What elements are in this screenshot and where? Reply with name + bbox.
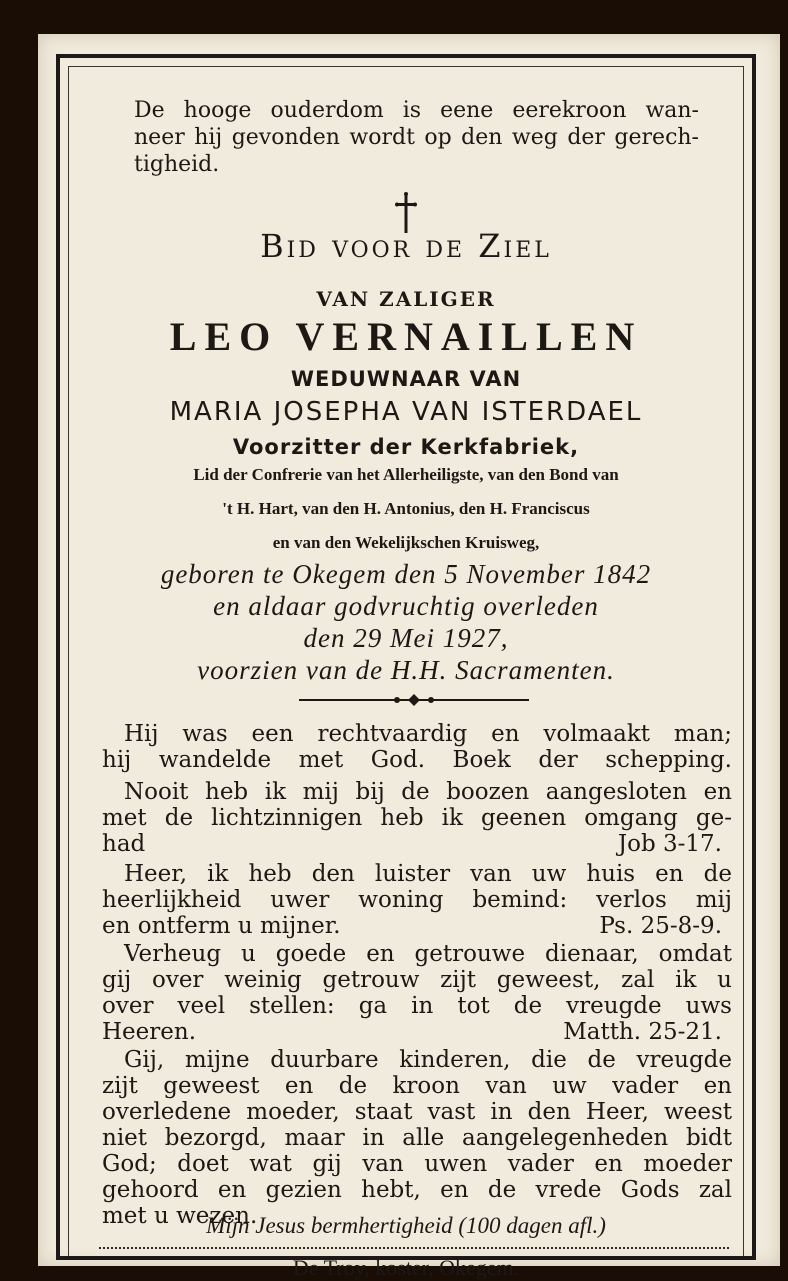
quote-line: had <box>102 831 146 857</box>
quote-line: met de lichtzinnigen heb ik geenen omgang ge- <box>102 805 732 831</box>
quote-line: Hij was een rechtvaardig en volmaakt man; <box>124 721 732 747</box>
quote-4 <box>102 941 732 1045</box>
heading-van-zaliger: VAN ZALIGER <box>316 287 496 311</box>
quote-line: Gij, mijne duurbare kinderen, die de vreugde <box>124 1047 732 1073</box>
quote-reference: Matth. 25-21. <box>563 1019 722 1045</box>
membership-line: Lid der Confrerie van het Allerheiligste, van den Bond van <box>193 465 619 484</box>
printer-credit: De Troy, koster, Okegem. <box>292 1255 520 1280</box>
memorial-card <box>38 34 780 1280</box>
quote-line: gij over weinig getrouw zijt geweest, zal ik u <box>102 967 732 993</box>
ornamental-rule <box>299 693 529 707</box>
dotted-divider <box>99 1247 729 1249</box>
motto-line: De hooge ouderdom is eene eerekroon wan- <box>134 98 699 123</box>
quote-last-line <box>102 1019 732 1045</box>
membership-line: en van den Wekelijkschen Kruisweg, <box>272 533 540 552</box>
quote-line: gehoord en gezien hebt, en de vrede Gods zal <box>102 1177 732 1203</box>
heading-bid-voor-de-ziel: Bid voor de Ziel <box>260 227 552 265</box>
quote-2 <box>102 779 732 857</box>
death-line: en aldaar godvruchtig overleden <box>213 591 599 621</box>
sacraments-line: voorzien van de H.H. Sacramenten. <box>197 655 615 685</box>
spouse-name: MARIA JOSEPHA VAN ISTERDAEL <box>169 397 643 427</box>
quote-1 <box>102 721 732 773</box>
function-title: Voorzitter der Kerkfabriek, <box>232 435 580 459</box>
card-border <box>56 54 756 1280</box>
death-date: den 29 Mei 1927, <box>303 623 509 653</box>
quote-line: Nooit heb ik mij bij de boozen aangesloten en <box>124 779 732 805</box>
deceased-name: LEO VERNAILLEN <box>169 314 643 359</box>
quote-line: heerlijkheid uwer woning bemind: verlos mij <box>102 887 732 913</box>
quote-line: met u wezen. <box>102 1203 258 1229</box>
motto <box>134 97 699 178</box>
quote-reference: Ps. 25-8-9. <box>599 913 722 939</box>
quote-line: hij wandelde met God. Boek der schepping. <box>102 747 732 773</box>
quote-line: Heer, ik heb den luister van uw huis en de <box>124 861 732 887</box>
quote-line: zijt geweest en de kroon van uw vader en <box>102 1073 732 1099</box>
motto-line: neer hij gevonden wordt op den weg der gerech- <box>134 125 699 150</box>
quote-line: Heeren. <box>102 1019 197 1045</box>
indulgence-prayer: Mijn Jesus bermhertigheid (100 dagen afl.) <box>206 1213 606 1238</box>
quote-3 <box>102 861 732 939</box>
quote-reference: Job 3-17. <box>617 831 722 857</box>
quote-line: en ontferm u mijner. <box>102 913 341 939</box>
quote-last-line <box>102 913 732 939</box>
quote-line: Verheug u goede en getrouwe dienaar, omdat <box>124 941 732 967</box>
birth-line: geboren te Okegem den 5 November 1842 <box>160 559 652 589</box>
heading-weduwnaar: WEDUWNAAR VAN <box>290 367 522 391</box>
inner-border <box>68 66 744 1280</box>
quote-line: over veel stellen: ga in tot de vreugde uws <box>102 993 732 1019</box>
membership-line: 't H. Hart, van den H. Antonius, den H. Franciscus <box>222 499 590 518</box>
quote-5 <box>102 1047 732 1229</box>
quote-last-line <box>102 831 732 857</box>
quote-line: niet bezorgd, maar in alle aangelegenheden bidt <box>102 1125 732 1151</box>
motto-line: tigheid. <box>134 152 220 177</box>
quote-line: God; doet wat gij van uwen vader en moeder <box>102 1151 732 1177</box>
quote-line: overledene moeder, staat vast in den Heer, weest <box>102 1099 732 1125</box>
